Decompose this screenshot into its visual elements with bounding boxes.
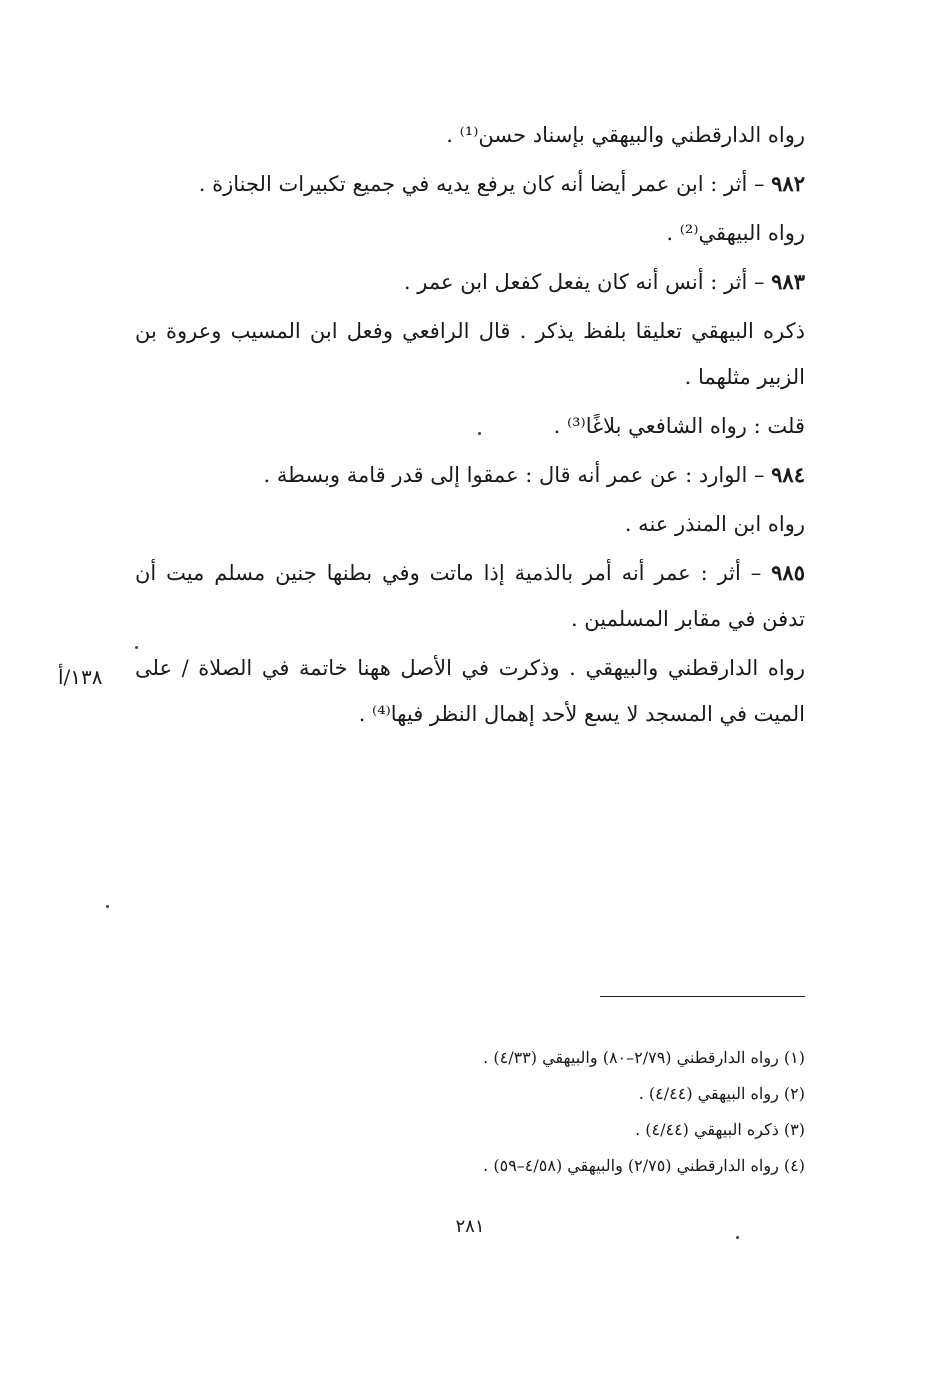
footnote-divider	[600, 996, 805, 997]
footnotes	[305, 1040, 805, 1184]
paragraph-text: – أثر : أنس أنه كان يفعل كفعل ابن عمر .	[403, 270, 772, 294]
main-text	[135, 112, 805, 740]
footnote: (٣) ذكره البيهقي (٤/٤٤) .	[635, 1120, 805, 1139]
entry-paragraph	[135, 161, 805, 207]
paragraph-text: – أثر : عمر أنه أمر بالذمية إذا ماتت وفي بطنها جنين مسلم ميت أن تدفن في مقابر المسلمين .	[135, 561, 805, 631]
paragraph-text: – أثر : ابن عمر أيضا أنه كان يرفع يديه في جميع تكبيرات الجنازة .	[198, 172, 772, 196]
page-number: ٢٨١	[455, 1216, 485, 1237]
paragraph-text: رواه الدارقطني والبيهقي بإسناد حسن⁽¹⁾ .	[446, 123, 805, 147]
entry-number: ٩٨٣	[771, 269, 805, 294]
entry-number: ٩٨٢	[771, 171, 805, 196]
entry-paragraph	[135, 452, 805, 498]
entry-number: ٩٨٤	[771, 462, 805, 487]
manuscript-folio-note: ١٣٨/أ	[58, 665, 103, 689]
paragraph-text: رواه البيهقي⁽²⁾ .	[666, 221, 805, 245]
scan-speck	[736, 1236, 739, 1239]
scan-speck	[135, 646, 138, 649]
paragraph-text: رواه ابن المنذر عنه .	[624, 512, 805, 536]
footnote: (١) رواه الدارقطني (٢/٧٩–٨٠) والبيهقي (٤/٣٣) .	[483, 1048, 805, 1067]
paragraph	[135, 112, 805, 158]
paragraph	[135, 403, 805, 449]
scan-speck	[106, 905, 109, 908]
footnote: (٢) رواه البيهقي (٤/٤٤) .	[638, 1084, 805, 1103]
footnote: (٤) رواه الدارقطني (٢/٧٥) والبيهقي (٤/٥٨–٥٩) .	[483, 1156, 805, 1175]
paragraph	[135, 210, 805, 256]
scan-speck	[478, 432, 481, 435]
paragraph	[135, 645, 805, 737]
entry-paragraph	[135, 259, 805, 305]
paragraph-text: – الوارد : عن عمر أنه قال : عمقوا إلى قدر قامة وبسطة .	[263, 463, 772, 487]
paragraph-text: رواه الدارقطني والبيهقي . وذكرت في الأصل ههنا خاتمة في الصلاة / على الميت في المسجد لا يسع لأحد إهمال النظر فيها⁽⁴⁾ .	[135, 656, 805, 726]
paragraph-text: قلت : رواه الشافعي بلاغًا⁽³⁾ .	[553, 414, 805, 438]
paragraph	[135, 308, 805, 400]
entry-number: ٩٨٥	[771, 560, 805, 585]
paragraph-text: ذكره البيهقي تعليقا بلفظ يذكر . قال الرافعي وفعل ابن المسيب وعروة بن الزبير مثلهما .	[135, 319, 805, 389]
entry-paragraph	[135, 550, 805, 642]
paragraph	[135, 501, 805, 547]
